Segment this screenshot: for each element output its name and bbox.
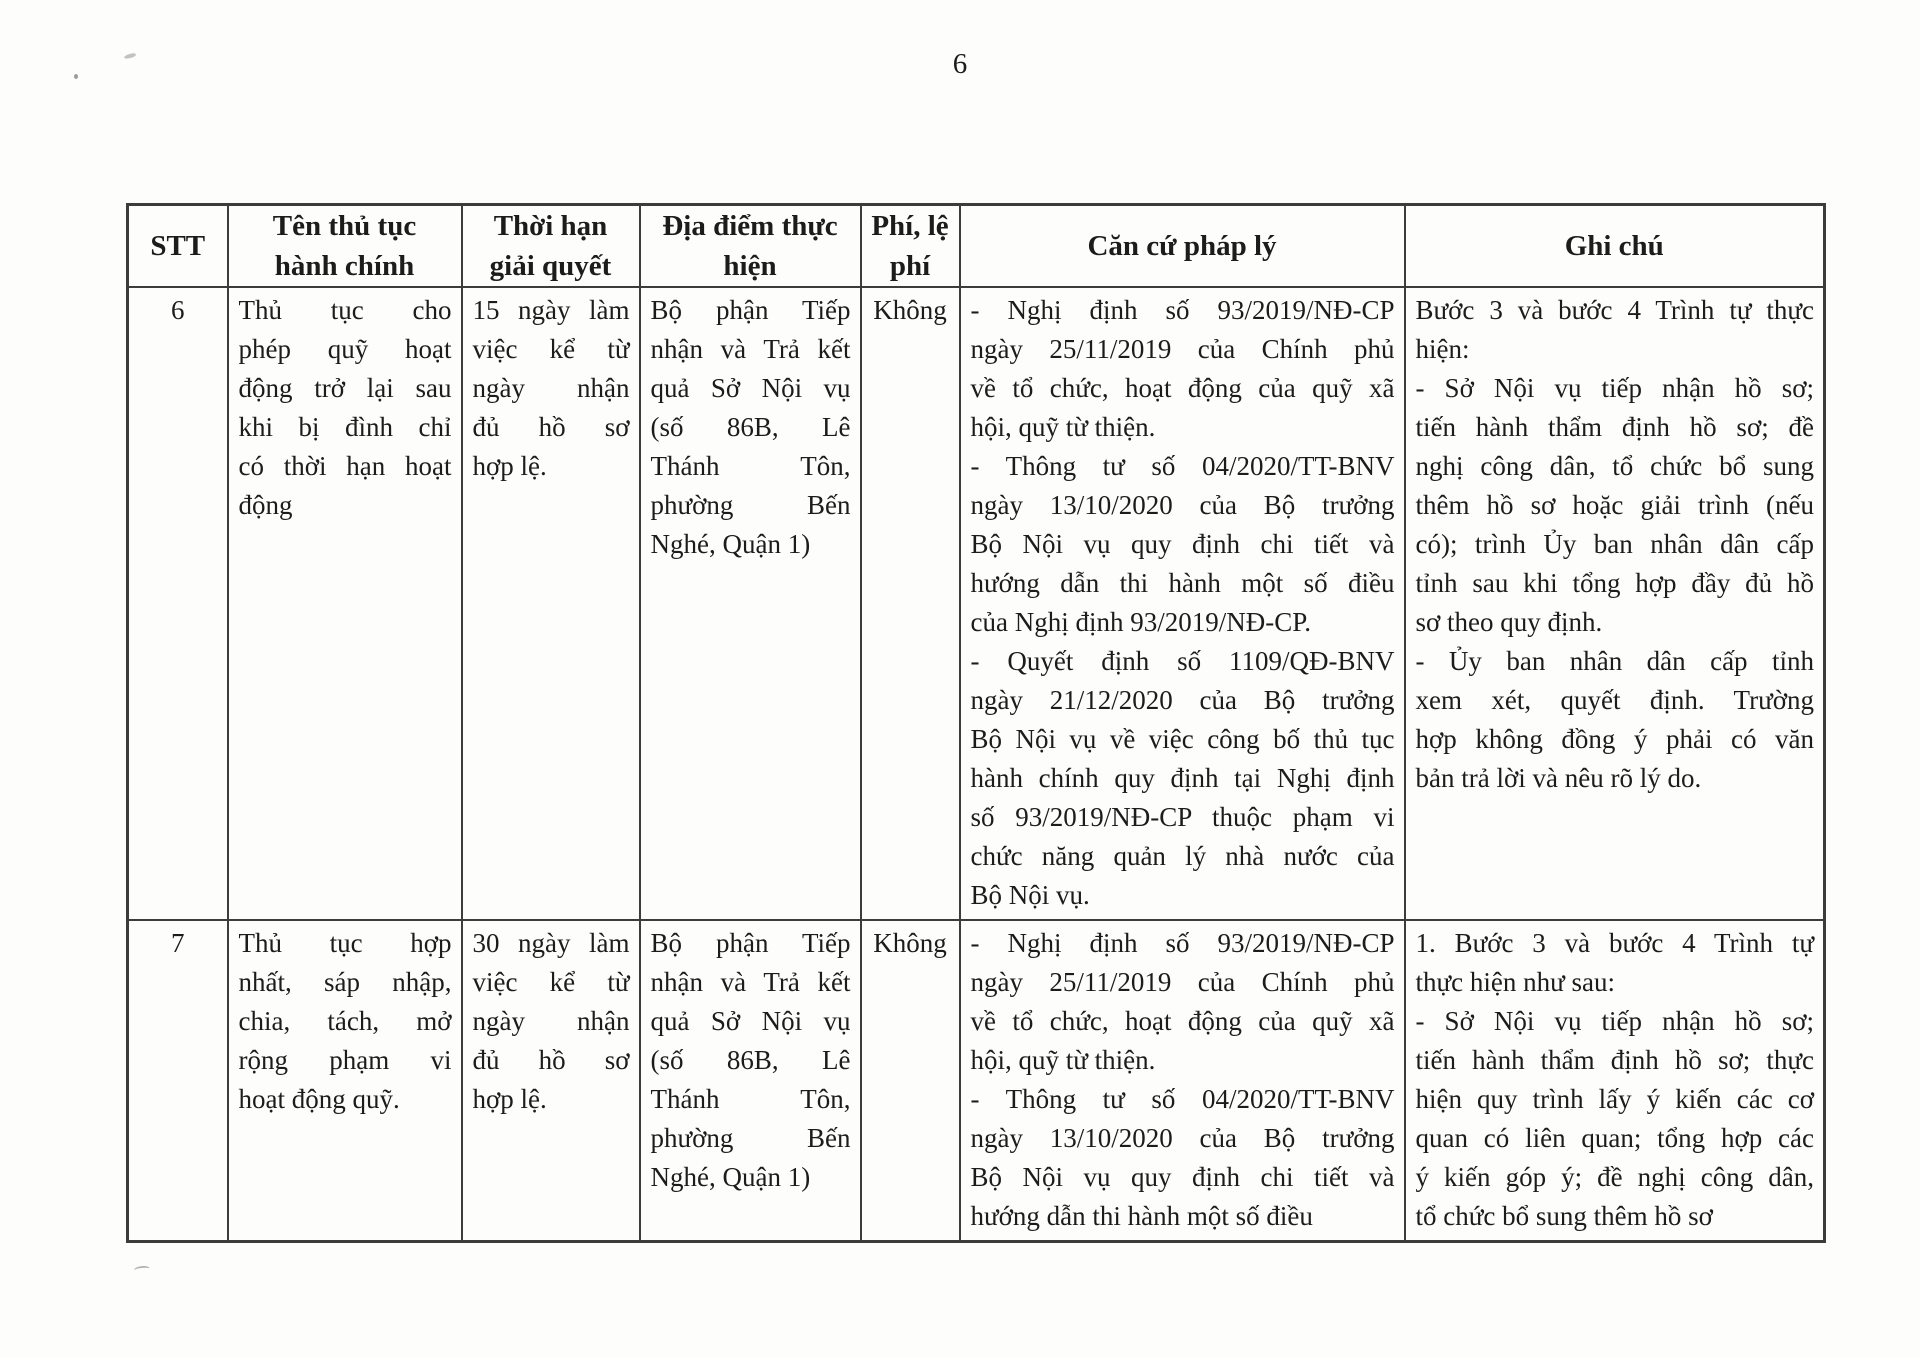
col-header-thoi-han-giai-quyet: Thời hạn giải quyết [462, 205, 640, 288]
table-row [128, 920, 1825, 1242]
col-header-stt: STT [128, 205, 228, 288]
table-row [128, 287, 1825, 920]
scan-artifact [134, 1265, 151, 1274]
ten-thu-tuc-hanh-chinh-cell: Thủ tục cho phép quỹ hoạt động trở lại sau khi bị đình chỉ có thời hạn hoạt động [228, 287, 462, 920]
ghi-chu-cell: Bước 3 và bước 4 Trình tự thực hiện: - Sở Nội vụ tiếp nhận hồ sơ; tiến hành thẩm định hồ sơ; đề nghị công dân, tổ chức bổ sung thêm hồ sơ hoặc giải trình (nếu có); trình Ủy ban nhân dân cấp tỉnh sau khi tổng hợp đầy đủ hồ sơ theo quy định. - Ủy ban nhân dân cấp tỉnh xem xét, quyết định. Trường hợp không đồng ý phải có văn bản trả lời và nêu rõ lý do. [1405, 287, 1825, 920]
phi-le-phi-cell: Không [861, 920, 960, 1242]
thoi-han-giai-quyet-cell: 30 ngày làm việc kể từ ngày nhận đủ hồ sơ hợp lệ. [462, 920, 640, 1242]
table-body [128, 287, 1825, 1242]
ten-thu-tuc-hanh-chinh-cell: Thủ tục hợp nhất, sáp nhập, chia, tách, mở rộng phạm vi hoạt động quỹ. [228, 920, 462, 1242]
col-header-ten-thu-tuc-hanh-chinh: Tên thủ tục hành chính [228, 205, 462, 288]
can-cu-phap-ly-cell: - Nghị định số 93/2019/NĐ-CP ngày 25/11/2019 của Chính phủ về tổ chức, hoạt động của quỹ xã hội, quỹ từ thiện. - Thông tư số 04/2020/TT-BNV ngày 13/10/2020 của Bộ trưởng Bộ Nội vụ quy định chi tiết và hướng dẫn thi hành một số điều của Nghị định 93/2019/NĐ-CP. - Quyết định số 1109/QĐ-BNV ngày 21/12/2020 của Bộ trưởng Bộ Nội vụ về việc công bố thủ tục hành chính quy định tại Nghị định số 93/2019/NĐ-CP thuộc phạm vi chức năng quản lý nhà nước của Bộ Nội vụ. [960, 287, 1405, 920]
header-row [128, 205, 1825, 288]
ghi-chu-cell: 1. Bước 3 và bước 4 Trình tự thực hiện như sau: - Sở Nội vụ tiếp nhận hồ sơ; tiến hành thẩm định hồ sơ; thực hiện quy trình lấy ý kiến các cơ quan có liên quan; tổng hợp các ý kiến góp ý; đề nghị công dân, tổ chức bổ sung thêm hồ sơ [1405, 920, 1825, 1242]
stt-cell: 6 [128, 287, 228, 920]
dia-diem-thuc-hien-cell: Bộ phận Tiếp nhận và Trả kết quả Sở Nội vụ (số 86B, Lê Thánh Tôn, phường Bến Nghé, Quận 1) [640, 287, 861, 920]
procedures-table [126, 203, 1826, 1243]
stt-cell: 7 [128, 920, 228, 1242]
thoi-han-giai-quyet-cell: 15 ngày làm việc kể từ ngày nhận đủ hồ sơ hợp lệ. [462, 287, 640, 920]
phi-le-phi-cell: Không [861, 287, 960, 920]
col-header-ghi-chu: Ghi chú [1405, 205, 1825, 288]
dia-diem-thuc-hien-cell: Bộ phận Tiếp nhận và Trả kết quả Sở Nội vụ (số 86B, Lê Thánh Tôn, phường Bến Nghé, Quận 1) [640, 920, 861, 1242]
page-number: 6 [952, 48, 968, 80]
col-header-phi-le-phi: Phí, lệ phí [861, 205, 960, 288]
col-header-can-cu-phap-ly: Căn cứ pháp lý [960, 205, 1405, 288]
col-header-dia-diem-thuc-hien: Địa điểm thực hiện [640, 205, 861, 288]
can-cu-phap-ly-cell: - Nghị định số 93/2019/NĐ-CP ngày 25/11/2019 của Chính phủ về tổ chức, hoạt động của quỹ xã hội, quỹ từ thiện. - Thông tư số 04/2020/TT-BNV ngày 13/10/2020 của Bộ trưởng Bộ Nội vụ quy định chi tiết và hướng dẫn thi hành một số điều [960, 920, 1405, 1242]
